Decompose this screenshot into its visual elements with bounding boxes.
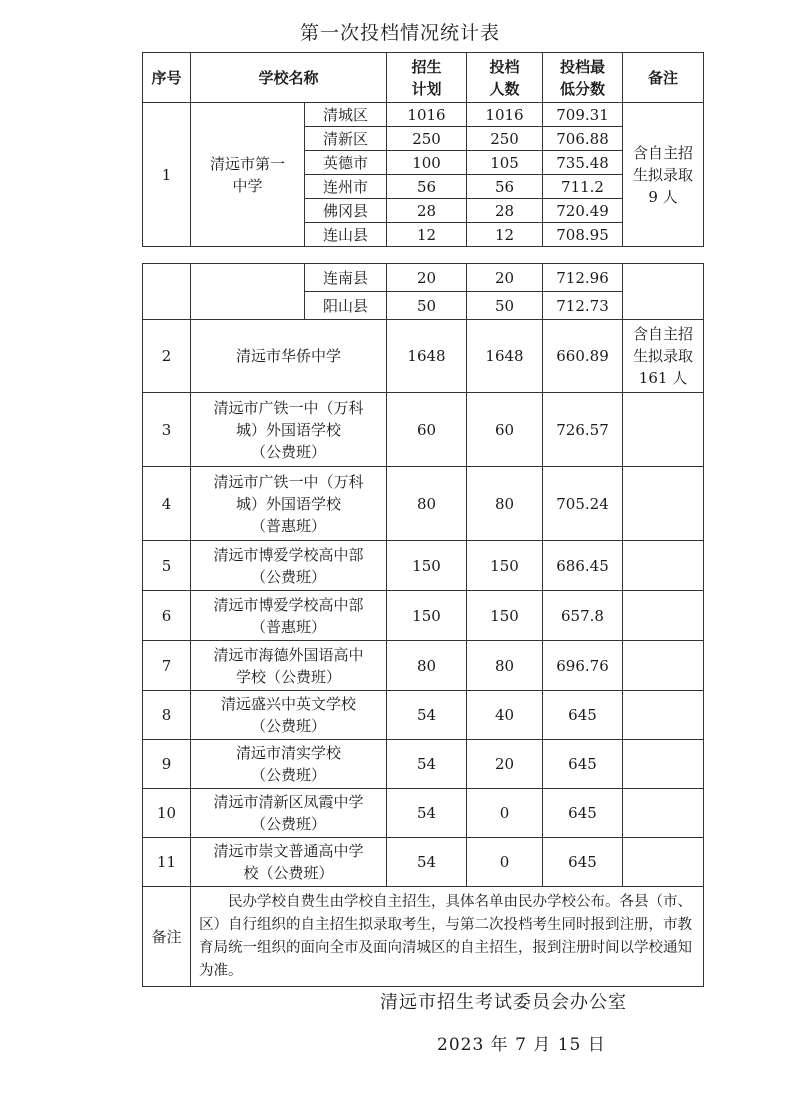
plan-cell: 80 bbox=[387, 467, 467, 541]
plan-cell: 100 bbox=[387, 151, 467, 175]
district-cell: 连山县 bbox=[305, 223, 387, 247]
plan-cell: 80 bbox=[387, 641, 467, 691]
score-cell: 645 bbox=[543, 691, 623, 740]
table-row bbox=[143, 264, 704, 292]
plan-cell: 1016 bbox=[387, 103, 467, 127]
count-cell: 40 bbox=[467, 691, 543, 740]
plan-cell: 1648 bbox=[387, 320, 467, 393]
school1-name: 清远市第一 中学 bbox=[191, 103, 305, 247]
count-cell: 1016 bbox=[467, 103, 543, 127]
plan-cell: 28 bbox=[387, 199, 467, 223]
plan-cell: 56 bbox=[387, 175, 467, 199]
school1-seq: 1 bbox=[143, 103, 191, 247]
school-name-cell: 清远市华侨中学 bbox=[191, 320, 387, 393]
remark-cell bbox=[623, 264, 704, 320]
score-cell: 709.31 bbox=[543, 103, 623, 127]
count-cell: 56 bbox=[467, 175, 543, 199]
remark-cell bbox=[623, 467, 704, 541]
remark-cell bbox=[623, 641, 704, 691]
plan-cell: 54 bbox=[387, 740, 467, 789]
count-cell: 150 bbox=[467, 591, 543, 641]
district-cell: 连州市 bbox=[305, 175, 387, 199]
remark-cell bbox=[623, 838, 704, 887]
admission-table-part2 bbox=[142, 263, 704, 987]
district-cell: 阳山县 bbox=[305, 292, 387, 320]
notes-text: 民办学校自费生由学校自主招生，具体名单由民办学校公布。各县（市、区）自行组织的自主招生拟录取考生，与第二次投档考生同时报到注册，市教育局统一组织的面向全市及面向清城区的自主招生，报到注册时间以学校通知为准。 bbox=[191, 887, 704, 987]
remark-cell bbox=[623, 691, 704, 740]
seq-cell: 2 bbox=[143, 320, 191, 393]
seq-cell: 6 bbox=[143, 591, 191, 641]
district-cell: 英德市 bbox=[305, 151, 387, 175]
score-cell: 645 bbox=[543, 740, 623, 789]
header-remark: 备注 bbox=[623, 53, 704, 103]
count-cell: 20 bbox=[467, 740, 543, 789]
table-row bbox=[143, 591, 704, 641]
table-title: 第一次投档情况统计表 bbox=[299, 22, 500, 44]
seq-cell: 11 bbox=[143, 838, 191, 887]
count-cell: 105 bbox=[467, 151, 543, 175]
score-cell: 712.96 bbox=[543, 264, 623, 292]
count-cell: 0 bbox=[467, 838, 543, 887]
header-count: 投档 人数 bbox=[467, 53, 543, 103]
signature: 清远市招生考试委员会办公室 bbox=[380, 992, 627, 1013]
school-name-cell: 清远市广铁一中（万科 城）外国语学校 （普惠班） bbox=[191, 467, 387, 541]
table-row bbox=[143, 789, 704, 838]
count-cell: 250 bbox=[467, 127, 543, 151]
school-name-cell: 清远市清新区凤霞中学 （公费班） bbox=[191, 789, 387, 838]
plan-cell: 60 bbox=[387, 393, 467, 467]
seq-cell: 3 bbox=[143, 393, 191, 467]
notes-row bbox=[143, 887, 704, 987]
notes-label: 备注 bbox=[143, 887, 191, 987]
seq-cell: 5 bbox=[143, 541, 191, 591]
count-cell: 50 bbox=[467, 292, 543, 320]
school-name-cell: 清远盛兴中英文学校 （公费班） bbox=[191, 691, 387, 740]
seq-cell: 4 bbox=[143, 467, 191, 541]
seq-cell: 9 bbox=[143, 740, 191, 789]
seq-cell: 7 bbox=[143, 641, 191, 691]
remark-cell bbox=[623, 591, 704, 641]
score-cell: 645 bbox=[543, 838, 623, 887]
count-cell: 20 bbox=[467, 264, 543, 292]
plan-cell: 20 bbox=[387, 264, 467, 292]
seq-cell: 8 bbox=[143, 691, 191, 740]
plan-cell: 12 bbox=[387, 223, 467, 247]
count-cell: 150 bbox=[467, 541, 543, 591]
score-cell: 720.49 bbox=[543, 199, 623, 223]
date: 2023 年 7 月 15 日 bbox=[437, 1035, 606, 1055]
header-plan: 招生 计划 bbox=[387, 53, 467, 103]
count-cell: 1648 bbox=[467, 320, 543, 393]
score-cell: 705.24 bbox=[543, 467, 623, 541]
district-cell: 清新区 bbox=[305, 127, 387, 151]
count-cell: 80 bbox=[467, 641, 543, 691]
remark-cell bbox=[623, 393, 704, 467]
remark-cell bbox=[623, 740, 704, 789]
score-cell: 726.57 bbox=[543, 393, 623, 467]
score-cell: 660.89 bbox=[543, 320, 623, 393]
count-cell: 0 bbox=[467, 789, 543, 838]
table-row bbox=[143, 467, 704, 541]
score-cell: 657.8 bbox=[543, 591, 623, 641]
score-cell: 711.2 bbox=[543, 175, 623, 199]
header-school: 学校名称 bbox=[191, 53, 387, 103]
score-cell: 735.48 bbox=[543, 151, 623, 175]
district-cell: 清城区 bbox=[305, 103, 387, 127]
table-row bbox=[143, 541, 704, 591]
school-name-cell: 清远市海德外国语高中 学校（公费班） bbox=[191, 641, 387, 691]
table-row bbox=[143, 838, 704, 887]
score-cell: 696.76 bbox=[543, 641, 623, 691]
count-cell: 80 bbox=[467, 467, 543, 541]
school1-seq-cont bbox=[143, 264, 191, 320]
plan-cell: 54 bbox=[387, 789, 467, 838]
remark-cell: 含自主招 生拟录取 161 人 bbox=[623, 320, 704, 393]
school-name-cell: 清远市崇文普通高中学 校（公费班） bbox=[191, 838, 387, 887]
header-row bbox=[143, 53, 704, 103]
plan-cell: 50 bbox=[387, 292, 467, 320]
score-cell: 645 bbox=[543, 789, 623, 838]
table-row bbox=[143, 641, 704, 691]
school-name-cell: 清远市广铁一中（万科 城）外国语学校 （公费班） bbox=[191, 393, 387, 467]
table-row bbox=[143, 740, 704, 789]
table-row bbox=[143, 103, 704, 127]
school1-name-cont bbox=[191, 264, 305, 320]
admission-table-part1 bbox=[142, 52, 704, 247]
school1-remark: 含自主招 生拟录取 9 人 bbox=[623, 103, 704, 247]
school-name-cell: 清远市博爱学校高中部 （公费班） bbox=[191, 541, 387, 591]
count-cell: 28 bbox=[467, 199, 543, 223]
school-name-cell: 清远市博爱学校高中部 （普惠班） bbox=[191, 591, 387, 641]
plan-cell: 54 bbox=[387, 691, 467, 740]
table-row bbox=[143, 691, 704, 740]
seq-cell: 10 bbox=[143, 789, 191, 838]
plan-cell: 150 bbox=[387, 541, 467, 591]
score-cell: 712.73 bbox=[543, 292, 623, 320]
score-cell: 706.88 bbox=[543, 127, 623, 151]
table-row bbox=[143, 393, 704, 467]
count-cell: 12 bbox=[467, 223, 543, 247]
table-row bbox=[143, 320, 704, 393]
district-cell: 佛冈县 bbox=[305, 199, 387, 223]
remark-cell bbox=[623, 541, 704, 591]
score-cell: 686.45 bbox=[543, 541, 623, 591]
header-min-score: 投档最 低分数 bbox=[543, 53, 623, 103]
score-cell: 708.95 bbox=[543, 223, 623, 247]
header-seq: 序号 bbox=[143, 53, 191, 103]
school-name-cell: 清远市清实学校 （公费班） bbox=[191, 740, 387, 789]
district-cell: 连南县 bbox=[305, 264, 387, 292]
count-cell: 60 bbox=[467, 393, 543, 467]
plan-cell: 250 bbox=[387, 127, 467, 151]
plan-cell: 54 bbox=[387, 838, 467, 887]
plan-cell: 150 bbox=[387, 591, 467, 641]
remark-cell bbox=[623, 789, 704, 838]
